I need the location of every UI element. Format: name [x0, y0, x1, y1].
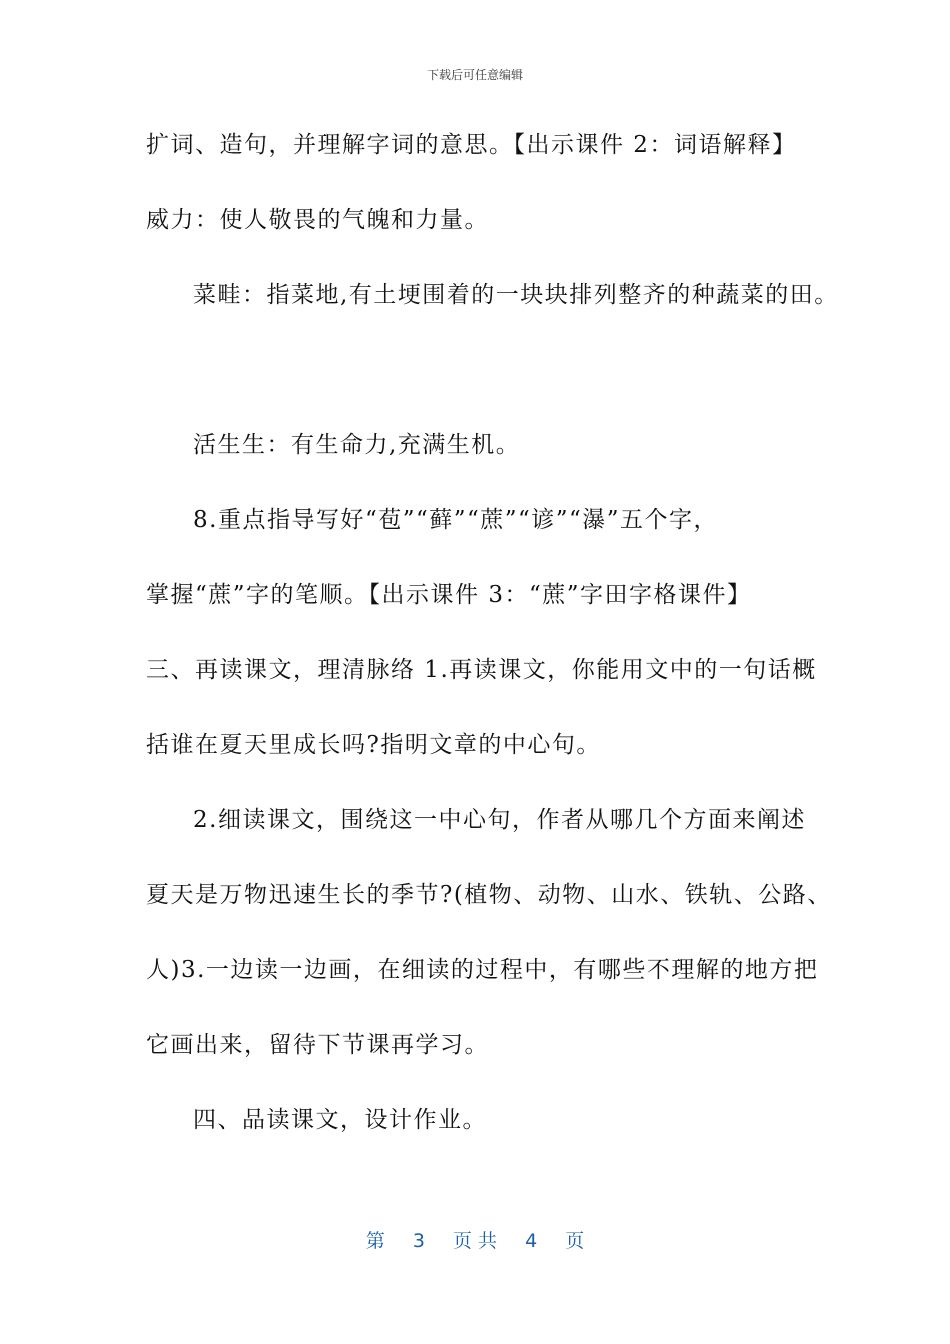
text-line: 扩词、造句，并理解字词的意思。【出示课件 2：词语解释】	[146, 132, 797, 158]
text-line: 8.重点指导写好“苞”“藓”“蔗”“谚”“瀑”五个字，	[193, 507, 719, 533]
current-page-number: 3	[412, 1230, 425, 1252]
total-pages-number: 4	[525, 1230, 538, 1252]
footer-suffix: 页	[565, 1230, 585, 1252]
text-line: 夏天是万物迅速生长的季节?(植物、动物、山水、铁轨、公路、	[146, 882, 832, 908]
text-line: 2.细读课文，围绕这一中心句，作者从哪几个方面来阐述	[193, 807, 806, 833]
text-line: 它画出来，留待下节课再学习。	[146, 1032, 489, 1058]
text-line: 菜畦：指菜地,有土埂围着的一块块排列整齐的种蔬菜的田。	[193, 282, 839, 308]
footer-middle: 页 共	[452, 1230, 498, 1252]
text-line: 掌握“蔗”字的笔顺。【出示课件 3：“蔗”字田字格课件】	[146, 582, 752, 608]
text-line: 四、品读课文，设计作业。	[193, 1107, 487, 1133]
page-footer	[0, 1226, 950, 1253]
page-header: 下载后可任意编辑	[426, 68, 523, 82]
text-line: 括谁在夏天里成长吗?指明文章的中心句。	[146, 732, 601, 758]
text-line: 人)3.一边读一边画，在细读的过程中，有哪些不理解的地方把	[146, 957, 819, 983]
footer-prefix: 第	[365, 1230, 385, 1252]
text-line: 活生生：有生命力,充满生机。	[193, 432, 521, 458]
text-line: 威力：使人敬畏的气魄和力量。	[146, 207, 489, 233]
text-line: 三、再读课文，理清脉络 1.再读课文，你能用文中的一句话概	[146, 657, 817, 683]
